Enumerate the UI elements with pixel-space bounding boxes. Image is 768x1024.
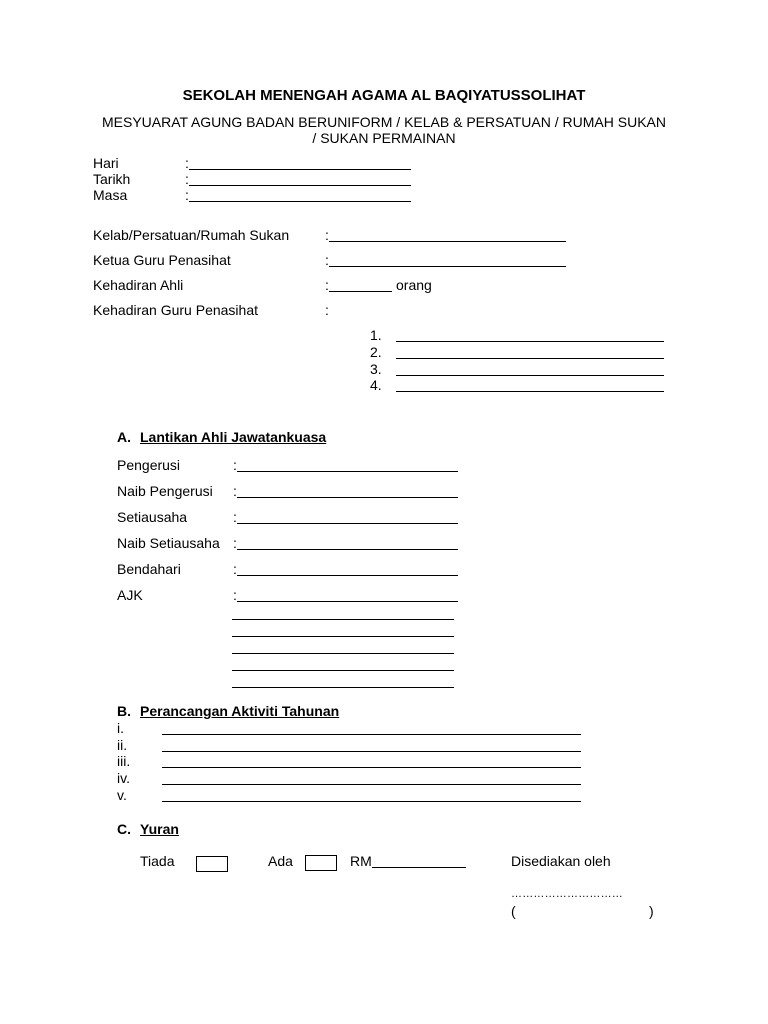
kehadiran-guru-label: Kehadiran Guru Penasihat: [93, 302, 258, 318]
ketua-field[interactable]: [329, 266, 566, 267]
naib-pengerusi-field[interactable]: [237, 497, 458, 498]
name-paren-close: ): [649, 903, 654, 919]
bendahari-label: Bendahari: [117, 561, 181, 577]
tiada-checkbox[interactable]: [196, 856, 228, 872]
guru-field-2[interactable]: [396, 358, 664, 359]
naib-pengerusi-label: Naib Pengerusi: [117, 483, 213, 499]
ketua-colon: :: [325, 252, 329, 268]
ada-label: Ada: [268, 853, 293, 869]
name-paren-open: (: [511, 903, 516, 919]
tarikh-field[interactable]: [189, 185, 411, 186]
kehadiran-ahli-label: Kehadiran Ahli: [93, 277, 184, 293]
section-b-letter: B.: [117, 703, 131, 719]
rm-label: RM: [350, 853, 372, 869]
section-c-title: Yuran: [140, 821, 179, 837]
bendahari-field[interactable]: [237, 575, 458, 576]
orang-label: orang: [396, 277, 432, 293]
ketua-label: Ketua Guru Penasihat: [93, 252, 231, 268]
pengerusi-field[interactable]: [237, 471, 458, 472]
page-subtitle-line2: / SUKAN PERMAINAN: [312, 130, 456, 146]
disediakan-oleh-label: Disediakan oleh: [511, 853, 611, 869]
signature-dots[interactable]: …………………………: [511, 888, 623, 900]
activity-numeral-3: iii.: [117, 753, 131, 769]
activity-numeral-1: i.: [117, 720, 124, 736]
section-a-letter: A.: [117, 429, 131, 445]
activity-numeral-2: ii.: [117, 737, 128, 753]
ajk-field-3[interactable]: [232, 636, 454, 637]
setiausaha-field[interactable]: [237, 523, 458, 524]
section-b-title: Perancangan Aktiviti Tahunan: [140, 703, 340, 719]
section-c-letter: C.: [117, 821, 131, 837]
hari-label: Hari: [93, 155, 119, 171]
setiausaha-label: Setiausaha: [117, 509, 188, 525]
page-title: SEKOLAH MENENGAH AGAMA AL BAQIYATUSSOLIHAT: [182, 87, 586, 104]
ajk-field-1[interactable]: [237, 601, 458, 602]
naib-setiausaha-label: Naib Setiausaha: [117, 535, 220, 551]
activity-numeral-5: v.: [117, 787, 127, 803]
ajk-field-2[interactable]: [232, 619, 454, 620]
ajk-colon: :: [233, 587, 237, 603]
hari-field[interactable]: [189, 169, 411, 170]
page-subtitle-line1: MESYUARAT AGUNG BADAN BERUNIFORM / KELAB & PERSATUAN / RUMAH SUKAN: [102, 114, 666, 130]
hari-colon: :: [185, 155, 189, 171]
masa-colon: :: [185, 187, 189, 203]
kelab-label: Kelab/Persatuan/Rumah Sukan: [93, 227, 290, 243]
tarikh-label: Tarikh: [93, 171, 131, 187]
bendahari-colon: :: [233, 561, 237, 577]
setiausaha-colon: :: [233, 509, 237, 525]
activity-field-5[interactable]: [162, 801, 581, 802]
pengerusi-label: Pengerusi: [117, 457, 181, 473]
kehadiran-guru-colon: :: [325, 302, 329, 318]
activity-numeral-4: iv.: [117, 770, 130, 786]
guru-number-3: 3.: [370, 361, 382, 377]
ada-checkbox[interactable]: [305, 855, 337, 871]
naib-pengerusi-colon: :: [233, 483, 237, 499]
tiada-label: Tiada: [140, 853, 175, 869]
ajk-label: AJK: [117, 587, 143, 603]
activity-field-1[interactable]: [162, 734, 581, 735]
kehadiran-ahli-colon: :: [325, 277, 329, 293]
ajk-field-6[interactable]: [232, 687, 454, 688]
pengerusi-colon: :: [233, 457, 237, 473]
activity-field-4[interactable]: [162, 784, 581, 785]
tarikh-colon: :: [185, 171, 189, 187]
guru-field-1[interactable]: [396, 341, 664, 342]
masa-field[interactable]: [189, 201, 411, 202]
kelab-colon: :: [325, 227, 329, 243]
section-a-title: Lantikan Ahli Jawatankuasa: [140, 429, 327, 445]
ajk-field-5[interactable]: [232, 670, 454, 671]
activity-field-3[interactable]: [162, 767, 581, 768]
naib-setiausaha-colon: :: [233, 535, 237, 551]
guru-number-2: 2.: [370, 344, 382, 360]
rm-amount-field[interactable]: [372, 867, 466, 868]
masa-label: Masa: [93, 187, 128, 203]
guru-field-4[interactable]: [396, 391, 664, 392]
naib-setiausaha-field[interactable]: [237, 549, 458, 550]
activity-field-2[interactable]: [162, 751, 581, 752]
guru-field-3[interactable]: [396, 375, 664, 376]
kelab-field[interactable]: [329, 241, 566, 242]
guru-number-1: 1.: [370, 327, 382, 343]
ajk-field-4[interactable]: [232, 653, 454, 654]
guru-number-4: 4.: [370, 377, 382, 393]
kehadiran-ahli-field[interactable]: [329, 291, 392, 292]
